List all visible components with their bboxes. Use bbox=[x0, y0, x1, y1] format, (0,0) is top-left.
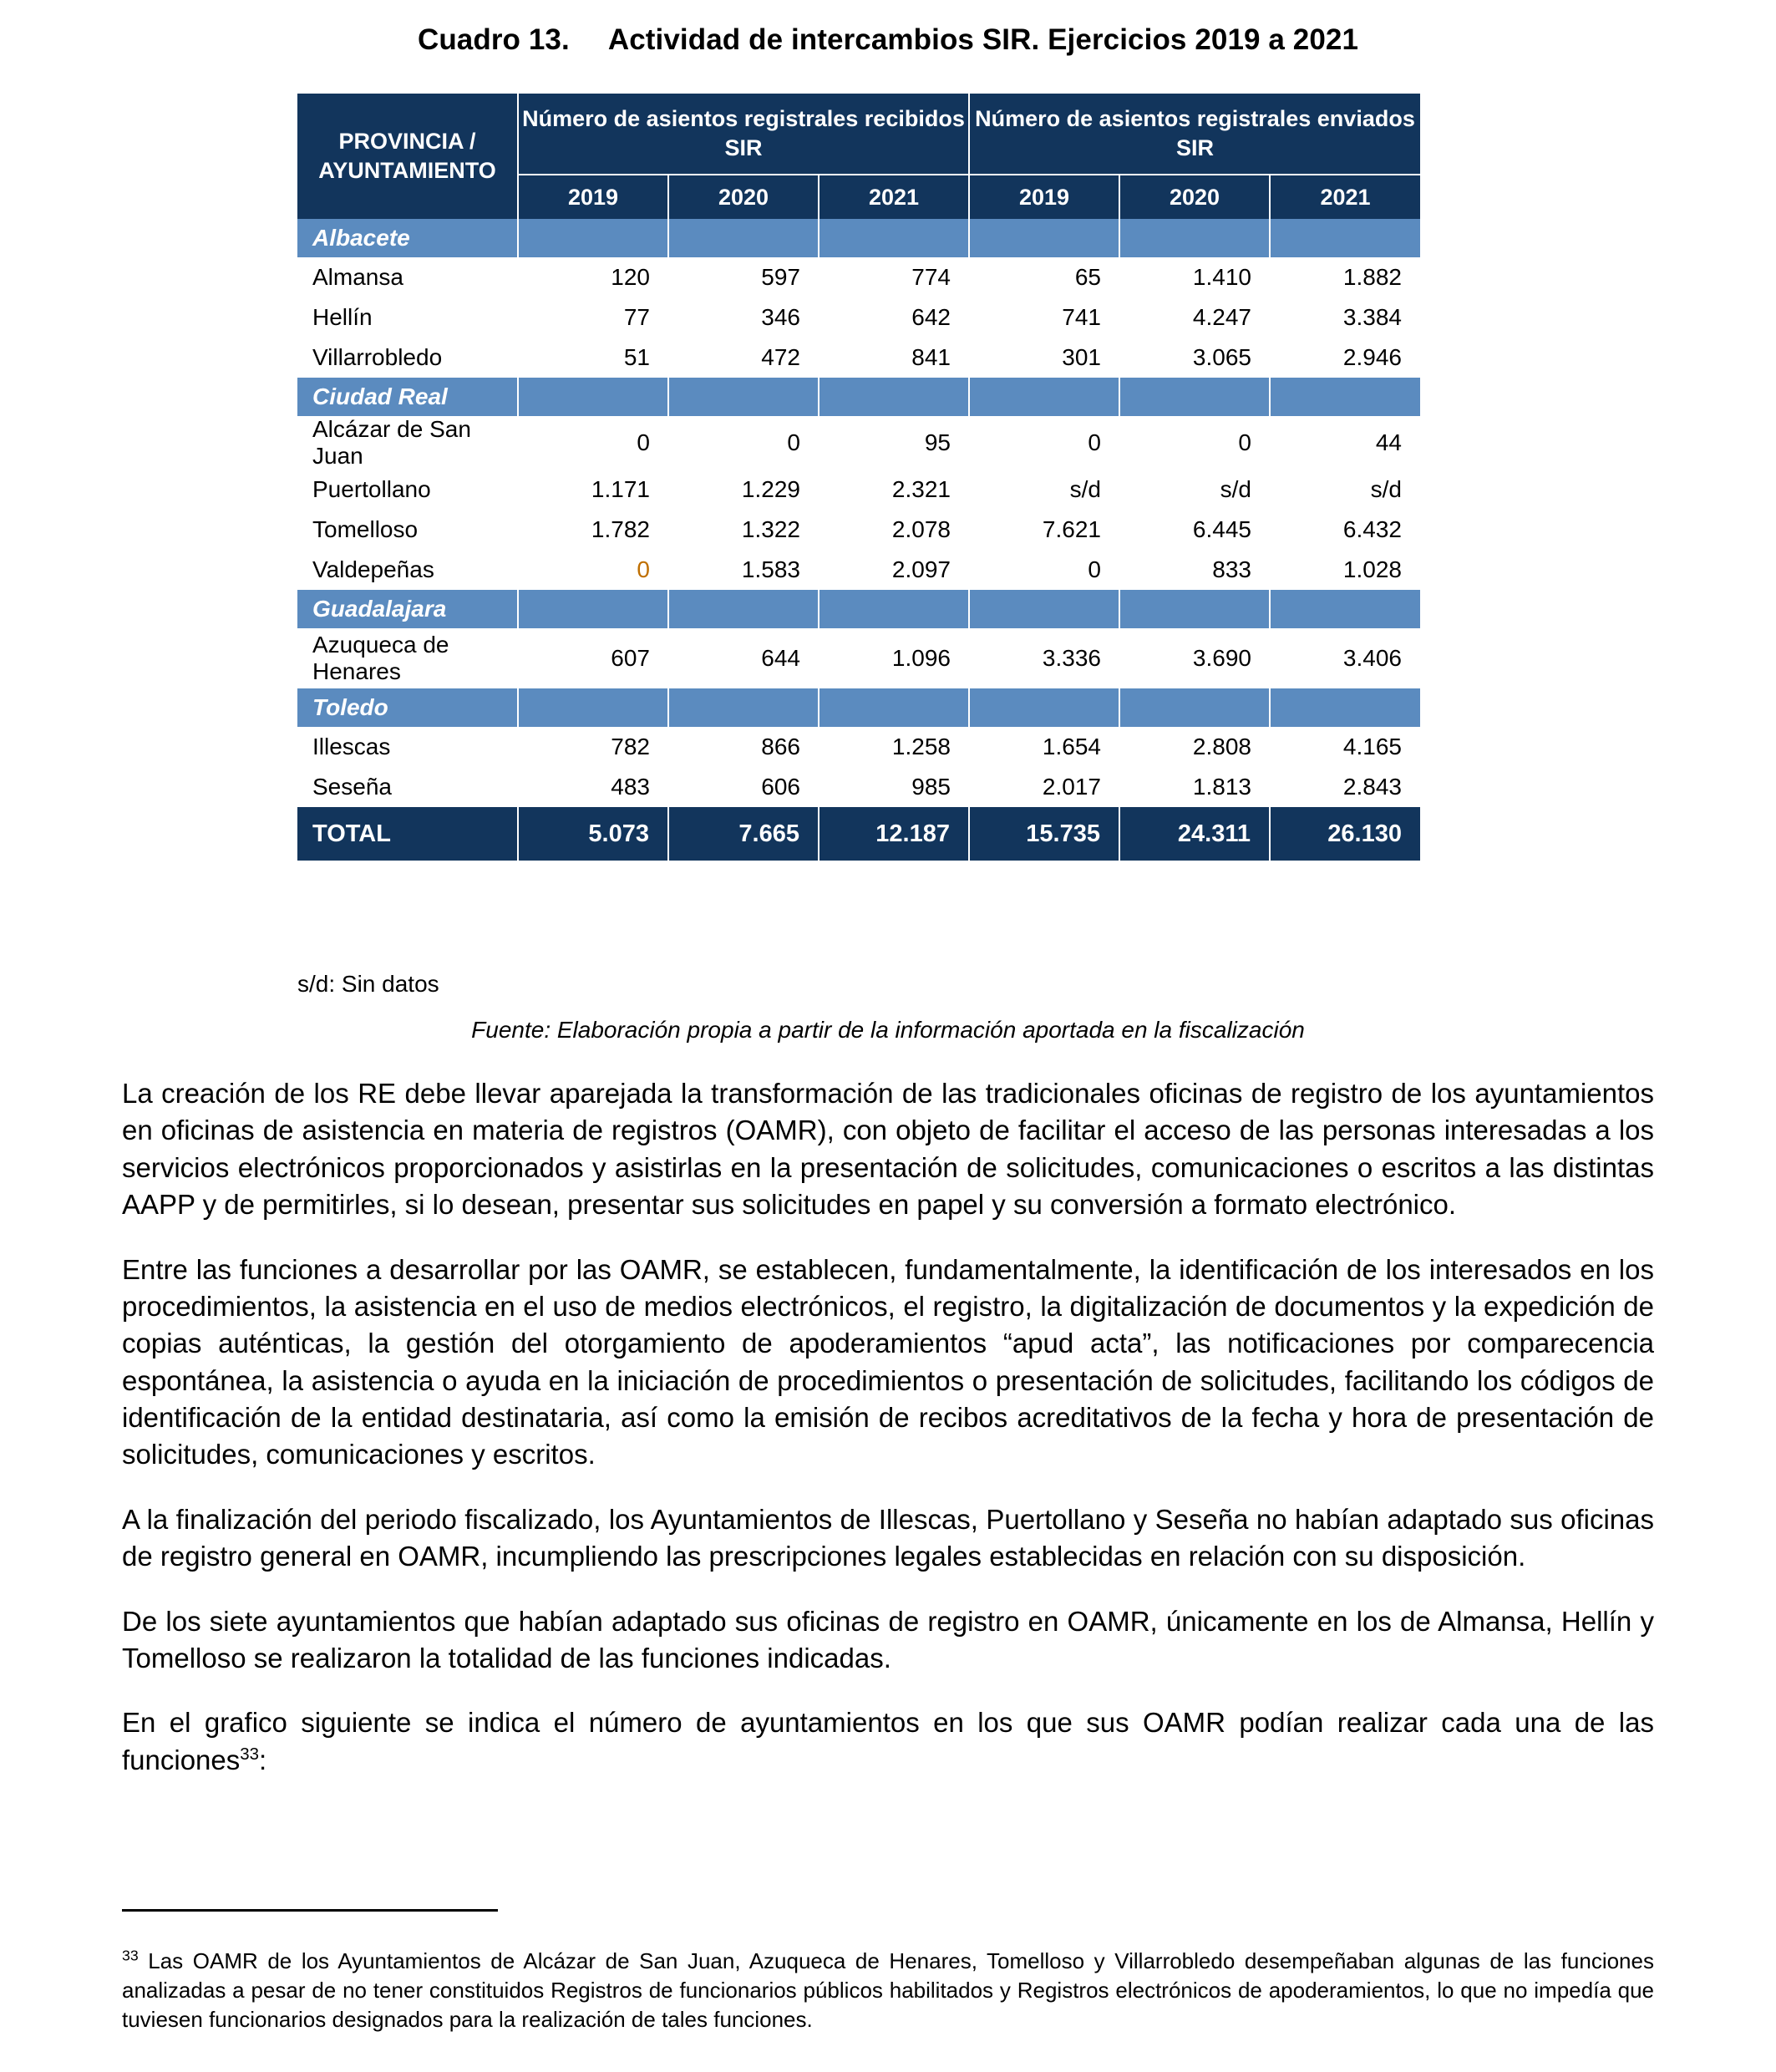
row-value: 3.065 bbox=[1119, 338, 1270, 378]
row-value: 346 bbox=[668, 297, 819, 338]
total-value: 24.311 bbox=[1119, 807, 1270, 861]
header-year-sent-2019: 2019 bbox=[969, 175, 1119, 219]
row-value: 0 bbox=[969, 416, 1119, 470]
paragraph-3: A la finalización del periodo fiscalizado, los Ayuntamientos de Illescas, Puertollano y Seseña no habían adaptado sus oficinas de registro general en OAMR, incumpliendo las prescripciones legales establecidas en relación con su disposición. bbox=[122, 1503, 1654, 1572]
row-value: 1.258 bbox=[819, 727, 969, 767]
row-value: 4.165 bbox=[1270, 727, 1420, 767]
table-row bbox=[297, 416, 1420, 470]
row-value: 1.654 bbox=[969, 727, 1119, 767]
table-total-row bbox=[297, 807, 1420, 861]
footnote-separator bbox=[122, 1909, 498, 1912]
table-row bbox=[297, 727, 1420, 767]
row-value: 0 bbox=[518, 550, 668, 590]
row-value: 1.171 bbox=[518, 470, 668, 510]
section-filler-cell bbox=[1270, 219, 1420, 257]
row-value: 3.406 bbox=[1270, 628, 1420, 688]
row-value: s/d bbox=[1119, 470, 1270, 510]
header-year-received-2020: 2020 bbox=[668, 175, 819, 219]
section-label: Toledo bbox=[297, 688, 518, 727]
sir-exchange-table bbox=[297, 94, 1420, 861]
section-filler-cell bbox=[518, 688, 668, 727]
body-text bbox=[122, 1075, 1654, 1779]
row-municipality: Azuqueca de Henares bbox=[297, 628, 518, 688]
row-value: 2.843 bbox=[1270, 767, 1420, 807]
table-row bbox=[297, 338, 1420, 378]
header-group-received: Número de asientos registrales recibidos SIR bbox=[518, 94, 969, 175]
row-value: 2.017 bbox=[969, 767, 1119, 807]
row-value: 3.336 bbox=[969, 628, 1119, 688]
section-filler-cell bbox=[518, 219, 668, 257]
row-value: 44 bbox=[1270, 416, 1420, 470]
paragraph-5 bbox=[122, 1704, 1654, 1779]
row-value: 51 bbox=[518, 338, 668, 378]
section-filler-cell bbox=[1119, 378, 1270, 416]
section-filler-cell bbox=[1119, 688, 1270, 727]
footnote-reference-33[interactable]: 33 bbox=[240, 1744, 259, 1764]
row-value: 606 bbox=[668, 767, 819, 807]
row-value: 1.028 bbox=[1270, 550, 1420, 590]
row-value: s/d bbox=[969, 470, 1119, 510]
table-body bbox=[297, 219, 1420, 861]
section-filler-cell bbox=[819, 219, 969, 257]
row-value: 833 bbox=[1119, 550, 1270, 590]
table-row bbox=[297, 628, 1420, 688]
row-value: 1.410 bbox=[1119, 257, 1270, 297]
table-section-header bbox=[297, 590, 1420, 628]
section-filler-cell bbox=[969, 688, 1119, 727]
row-value: 1.782 bbox=[518, 510, 668, 550]
row-value: 6.432 bbox=[1270, 510, 1420, 550]
footnote-33 bbox=[122, 1947, 1654, 2034]
row-value: 0 bbox=[969, 550, 1119, 590]
row-value: 0 bbox=[1119, 416, 1270, 470]
section-label: Albacete bbox=[297, 219, 518, 257]
section-filler-cell bbox=[969, 219, 1119, 257]
table-caption bbox=[0, 23, 1776, 57]
row-value: 866 bbox=[668, 727, 819, 767]
section-filler-cell bbox=[518, 590, 668, 628]
header-group-sent: Número de asientos registrales enviados SIR bbox=[969, 94, 1420, 175]
row-value: 95 bbox=[819, 416, 969, 470]
total-label: TOTAL bbox=[297, 807, 518, 861]
row-value: 2.946 bbox=[1270, 338, 1420, 378]
row-value: 3.384 bbox=[1270, 297, 1420, 338]
row-municipality: Tomelloso bbox=[297, 510, 518, 550]
section-label: Ciudad Real bbox=[297, 378, 518, 416]
row-value: 3.690 bbox=[1119, 628, 1270, 688]
paragraph-1: La creación de los RE debe llevar aparejada la transformación de las tradicionales oficinas de registro de los ayuntamientos en oficinas de asistencia en materia de registros (OAMR), con objeto de facilitar el acceso de las personas interesadas a los servicios electrónicos proporcionados y asistirlas en la presentación de solicitudes, comunicaciones o escritos a las distintas AAPP y de permitirles, si lo desean, presentar sus solicitudes en papel y su conversión a formato electrónico. bbox=[122, 1078, 1654, 1221]
row-value: 1.322 bbox=[668, 510, 819, 550]
row-value: 597 bbox=[668, 257, 819, 297]
row-value: 985 bbox=[819, 767, 969, 807]
row-municipality: Hellín bbox=[297, 297, 518, 338]
row-value: 782 bbox=[518, 727, 668, 767]
row-municipality: Valdepeñas bbox=[297, 550, 518, 590]
table-row bbox=[297, 257, 1420, 297]
row-value: 1.096 bbox=[819, 628, 969, 688]
row-value: 0 bbox=[668, 416, 819, 470]
table-row bbox=[297, 470, 1420, 510]
section-filler-cell bbox=[969, 378, 1119, 416]
table-row bbox=[297, 767, 1420, 807]
row-value: 2.808 bbox=[1119, 727, 1270, 767]
paragraph-5-text: En el grafico siguiente se indica el número de ayuntamientos en los que sus OAMR podían realizar cada una de las funciones bbox=[122, 1707, 1654, 1775]
row-value: 607 bbox=[518, 628, 668, 688]
note-sin-datos: s/d: Sin datos bbox=[297, 971, 439, 997]
row-municipality: Seseña bbox=[297, 767, 518, 807]
row-value: 6.445 bbox=[1119, 510, 1270, 550]
section-filler-cell bbox=[518, 378, 668, 416]
table-section-header bbox=[297, 688, 1420, 727]
total-value: 15.735 bbox=[969, 807, 1119, 861]
row-value: 1.882 bbox=[1270, 257, 1420, 297]
section-label: Guadalajara bbox=[297, 590, 518, 628]
table-section-header bbox=[297, 378, 1420, 416]
section-filler-cell bbox=[819, 688, 969, 727]
row-value: 741 bbox=[969, 297, 1119, 338]
header-year-received-2019: 2019 bbox=[518, 175, 668, 219]
row-value: 644 bbox=[668, 628, 819, 688]
section-filler-cell bbox=[1119, 590, 1270, 628]
section-filler-cell bbox=[668, 590, 819, 628]
table-section-header bbox=[297, 219, 1420, 257]
paragraph-2: Entre las funciones a desarrollar por las OAMR, se establecen, fundamentalmente, la identificación de los interesados en los procedimientos, la asistencia en el uso de medios electrónicos, el registro, la digitalización de documentos y la expedición de copias auténticas, la gestión del otorgamiento de apoderamientos “apud acta”, las notificaciones por comparecencia espontánea, la asistencia o ayuda en la iniciación de procedimientos o presentación de solicitudes, facilitando los códigos de identificación de la entidad destinataria, así como la emisión de recibos acreditativos de la fecha y hora de presentación de solicitudes, comunicaciones y escritos. bbox=[122, 1253, 1654, 1470]
row-value: 120 bbox=[518, 257, 668, 297]
row-value: 0 bbox=[518, 416, 668, 470]
header-year-sent-2021: 2021 bbox=[1270, 175, 1420, 219]
section-filler-cell bbox=[1119, 219, 1270, 257]
row-municipality: Illescas bbox=[297, 727, 518, 767]
table-row bbox=[297, 297, 1420, 338]
table-row bbox=[297, 510, 1420, 550]
section-filler-cell bbox=[668, 378, 819, 416]
paragraph-4: De los siete ayuntamientos que habían adaptado sus oficinas de registro en OAMR, únicamente en los de Almansa, Hellín y Tomelloso se realizaron la totalidad de las funciones indicadas. bbox=[122, 1605, 1654, 1673]
header-year-sent-2020: 2020 bbox=[1119, 175, 1270, 219]
row-value: 65 bbox=[969, 257, 1119, 297]
row-value: 77 bbox=[518, 297, 668, 338]
table-row bbox=[297, 550, 1420, 590]
row-value: 642 bbox=[819, 297, 969, 338]
header-year-received-2021: 2021 bbox=[819, 175, 969, 219]
total-value: 5.073 bbox=[518, 807, 668, 861]
section-filler-cell bbox=[969, 590, 1119, 628]
section-filler-cell bbox=[668, 219, 819, 257]
table-caption-text: Actividad de intercambios SIR. Ejercicios 2019 a 2021 bbox=[607, 23, 1359, 56]
row-value: 2.321 bbox=[819, 470, 969, 510]
row-value: 2.097 bbox=[819, 550, 969, 590]
row-municipality: Alcázar de San Juan bbox=[297, 416, 518, 470]
section-filler-cell bbox=[1270, 378, 1420, 416]
row-value: 483 bbox=[518, 767, 668, 807]
table-head bbox=[297, 94, 1420, 219]
footnote-text: Las OAMR de los Ayuntamientos de Alcázar de San Juan, Azuqueca de Henares, Tomelloso y Villarrobledo desempeñaban algunas de las funciones analizadas a pesar de no tener constituidos Registros de funcionarios públicos habilitados y Registros electrónicos de apoderamientos, lo que no impedía que tuviesen funcionarios designados para la realización de tales funciones. bbox=[122, 1948, 1654, 2033]
row-value: 841 bbox=[819, 338, 969, 378]
table-header-groups bbox=[297, 94, 1420, 175]
row-municipality: Villarrobledo bbox=[297, 338, 518, 378]
row-value: 774 bbox=[819, 257, 969, 297]
row-municipality: Almansa bbox=[297, 257, 518, 297]
section-filler-cell bbox=[1270, 590, 1420, 628]
paragraph-5-tail: : bbox=[259, 1744, 267, 1775]
sir-table-wrapper bbox=[297, 94, 1420, 861]
row-value: 2.078 bbox=[819, 510, 969, 550]
header-province-municipality: PROVINCIA / AYUNTAMIENTO bbox=[297, 94, 518, 219]
total-value: 7.665 bbox=[668, 807, 819, 861]
total-value: 26.130 bbox=[1270, 807, 1420, 861]
row-value: 1.583 bbox=[668, 550, 819, 590]
section-filler-cell bbox=[819, 378, 969, 416]
section-filler-cell bbox=[819, 590, 969, 628]
row-value: 7.621 bbox=[969, 510, 1119, 550]
row-municipality: Puertollano bbox=[297, 470, 518, 510]
table-caption-number: Cuadro 13. bbox=[417, 23, 570, 56]
note-source: Fuente: Elaboración propia a partir de la información aportada en la fiscalización bbox=[471, 1017, 1305, 1043]
row-value: s/d bbox=[1270, 470, 1420, 510]
section-filler-cell bbox=[668, 688, 819, 727]
row-value: 1.813 bbox=[1119, 767, 1270, 807]
section-filler-cell bbox=[1270, 688, 1420, 727]
row-value: 472 bbox=[668, 338, 819, 378]
row-value: 4.247 bbox=[1119, 297, 1270, 338]
total-value: 12.187 bbox=[819, 807, 969, 861]
footnote-marker: 33 bbox=[122, 1947, 139, 1964]
row-value: 1.229 bbox=[668, 470, 819, 510]
row-value: 301 bbox=[969, 338, 1119, 378]
